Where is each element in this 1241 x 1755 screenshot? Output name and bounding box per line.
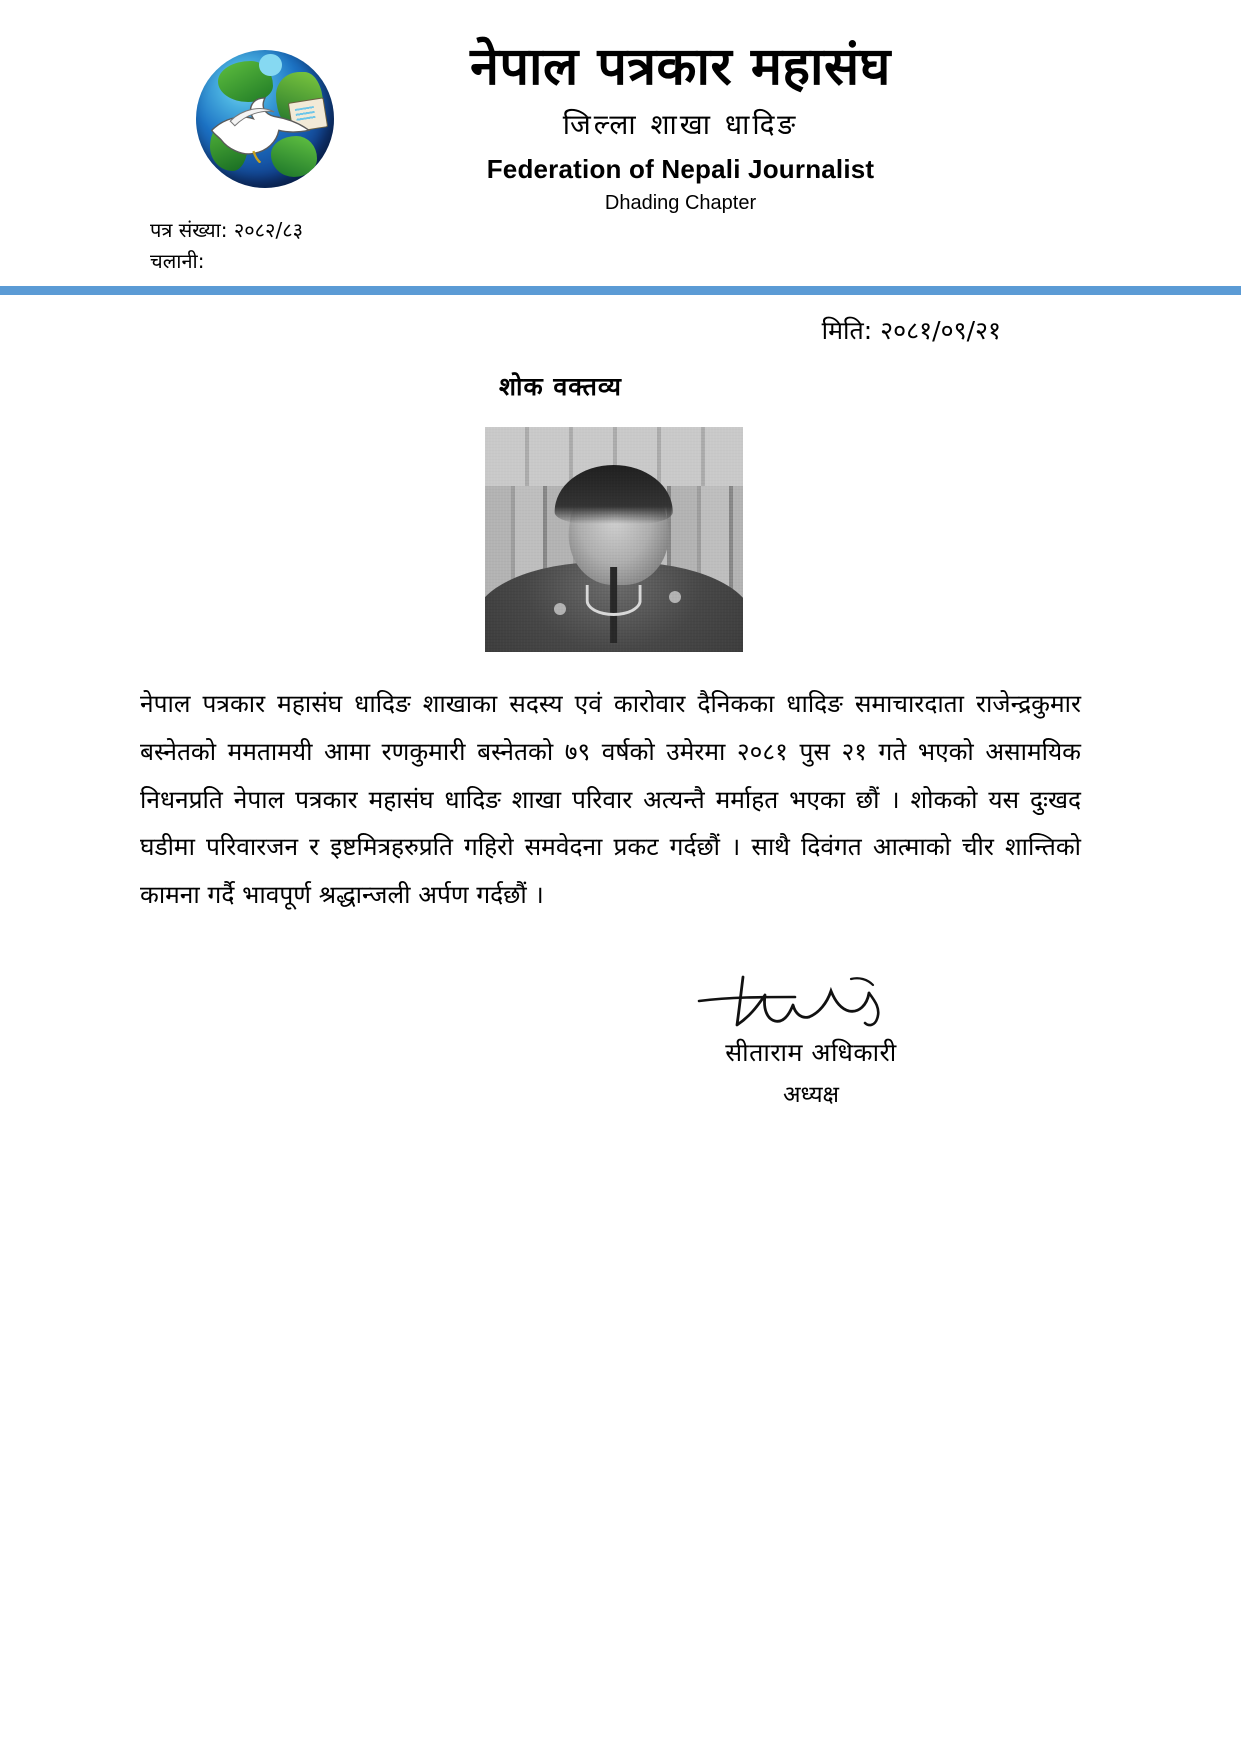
- org-branch-nepali: जिल्ला शाखा धादिङ: [562, 108, 799, 142]
- letter-number: पत्र संख्या: २०८२/८३: [150, 218, 303, 242]
- deceased-portrait-photo: [485, 427, 743, 652]
- globe-dove-logo-icon: [196, 50, 334, 188]
- document-date: मिति: २०८१/०९/२१: [821, 316, 1001, 345]
- dove-icon: [207, 91, 323, 163]
- signatory-role: अध्यक्ष: [782, 1081, 840, 1108]
- condolence-paragraph: नेपाल पत्रकार महासंघ धादिङ शाखाका सदस्य एवं कारोवार दैनिकका धादिङ समाचारदाता राजेन्द्रकुमार बस्नेतको ममतामयी आमा रणकुमारी बस्नेतको ७९ वर्षको उमेरमा २०८१ पुस २१ गते भएको असामयिक निधनप्रति नेपाल पत्रकार महासंघ धादिङ शाखा परिवार अत्यन्तै मर्माहत भएका छौं । शोकको यस दुःखद घडीमा परिवारजन र इष्टमित्रहरुप्रति गहिरो समवेदना प्रकट गर्दछौं । साथै दिवंगत आत्माको चीर शान्तिको कामना गर्दै भावपूर्ण श्रद्धान्जली अर्पण गर्दछौं ।: [140, 689, 1081, 910]
- letterhead: [0, 0, 1241, 286]
- signatory-name: सीताराम अधिकारी: [725, 1037, 897, 1067]
- header-divider-rule: [0, 286, 1241, 295]
- org-name-english: Federation of Nepali Journalist: [486, 153, 875, 184]
- reference-block: [150, 215, 303, 277]
- org-branch-english: Dhading Chapter: [604, 191, 757, 214]
- signature-block: [641, 967, 981, 1109]
- document-body: [0, 313, 1241, 1109]
- dispatch-number: चलानी:: [150, 249, 205, 273]
- org-name-nepali: नेपाल पत्रकार महासंघ: [470, 37, 891, 97]
- handwritten-signature: [641, 967, 981, 1035]
- signature-icon: [691, 967, 931, 1037]
- page-title: शोक वक्तव्य: [499, 372, 622, 401]
- organization-titles: [0, 38, 1241, 215]
- photo-grain: [485, 427, 743, 652]
- organization-logo: [196, 50, 334, 188]
- portrait-photo-container: [140, 427, 1101, 652]
